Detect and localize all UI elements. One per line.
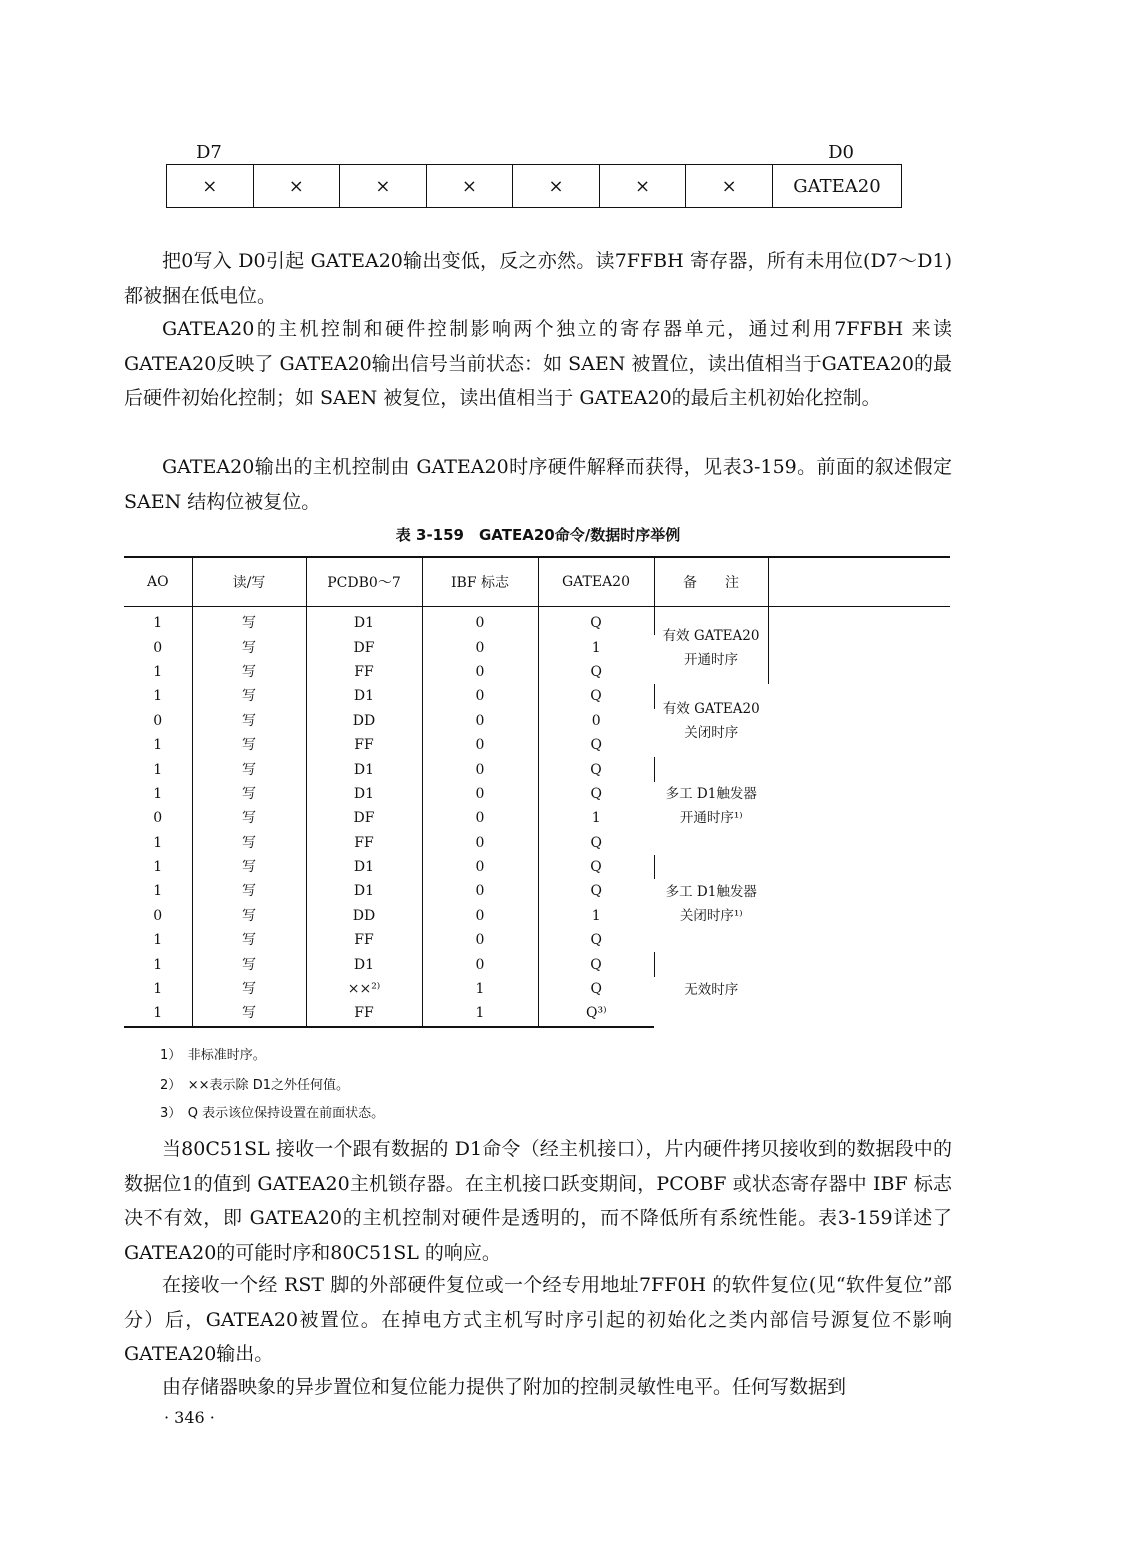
sequence-table: [124, 556, 950, 1028]
table-cell: 写: [192, 831, 306, 855]
table-caption: 表 3-159 GATEA20命令/数据时序举例: [395, 526, 681, 544]
table-cell: 1: [124, 928, 192, 952]
table-cell: 1: [124, 952, 192, 976]
lsb-label: D0: [828, 142, 854, 163]
register-bit-labels: [166, 142, 902, 164]
remark-line: 无效时序: [684, 981, 739, 998]
table-cell: 写: [192, 782, 306, 806]
table-cell: 1: [124, 977, 192, 1001]
table-cell: 0: [124, 806, 192, 830]
table-cell: 1: [124, 660, 192, 684]
table-body: [124, 607, 950, 1027]
table-cell: 0: [422, 904, 538, 928]
paragraph-2: GATEA20的主机控制和硬件控制影响两个独立的寄存器单元，通过利用7FFBH 来读 GATEA20反映了 GATEA20输出信号当前状态：如 SAEN 被置位，读出值相当于GATEA20的最后硬件初始化控制；如 SAEN 被复位，读出值相当于 GATEA20的最后主机初始化控制。: [124, 318, 952, 409]
paragraph-1: 把0写入 D0引起 GATEA20输出变低，反之亦然。读7FFBH 寄存器，所有未用位(D7～D1)都被捆在低电位。: [124, 250, 952, 307]
table-cell: 0: [124, 904, 192, 928]
table-cell: 写: [192, 757, 306, 781]
header-gatea20: GATEA20: [538, 557, 654, 607]
table-cell: DD: [306, 709, 422, 733]
table-cell: Q: [590, 883, 602, 900]
table-cell: 写: [192, 855, 306, 879]
table-cell: D1: [306, 607, 422, 636]
table-cell: DF: [306, 806, 422, 830]
register-bit-7: ×: [167, 165, 254, 208]
table-cell: Q³⁾: [538, 1001, 654, 1026]
table-cell: 1: [422, 1001, 538, 1026]
table-cell: D1: [306, 757, 422, 781]
table-row: [124, 607, 950, 636]
footnote-3: 3） Q 表示该位保持设置在前面状态。: [160, 1106, 385, 1121]
remark-cell: [654, 607, 768, 685]
table-cell: FF: [306, 1001, 422, 1026]
table-cell: Q: [590, 834, 602, 851]
remark-line: 有效 GATEA20: [662, 700, 760, 717]
table-cell: 写: [192, 1001, 306, 1026]
table-cell: 写: [192, 928, 306, 952]
table-cell: Q: [538, 952, 654, 976]
table-cell: 1: [124, 879, 192, 903]
table-cell: D1: [306, 952, 422, 976]
header-remark: 备 注: [654, 557, 768, 607]
table-cell: Q: [590, 932, 602, 949]
table-cell: 0: [422, 879, 538, 903]
table-cell: 0: [422, 782, 538, 806]
table-cell: Q: [590, 785, 602, 802]
remark-line: 关闭时序: [684, 724, 739, 741]
header-ao: AO: [124, 557, 192, 607]
table-cell: 写: [192, 977, 306, 1001]
register-bit-2: ×: [599, 165, 686, 208]
register-bit-4: ×: [426, 165, 513, 208]
table-cell: 0: [422, 733, 538, 757]
table-cell: 0: [422, 660, 538, 684]
table-cell: 0: [124, 709, 192, 733]
table-cell: 1: [422, 977, 538, 1001]
paragraph-4: 当80C51SL 接收一个跟有数据的 D1命令（经主机接口），片内硬件拷贝接收到的数据段中的数据位1的值到 GATEA20主机锁存器。在主机接口跃变期间，PCOBF 或状态寄存器中 IBF 标志决不有效，即 GATEA20的主机控制对硬件是透明的，而不降低所有系统性能。表3-159详述了 GATEA20的可能时序和80C51SL 的响应。: [124, 1138, 952, 1264]
table-cell: ××²⁾: [306, 977, 422, 1001]
table-cell: 写: [192, 607, 306, 636]
table-cell: Q: [538, 607, 654, 636]
table-header-row: [124, 557, 950, 607]
remark-line: 有效 GATEA20: [662, 627, 760, 644]
table-cell: 1: [124, 684, 192, 708]
header-rw: 读/写: [192, 557, 306, 607]
table-cell: 0: [422, 855, 538, 879]
register-bit-0: GATEA20: [773, 165, 902, 208]
table-cell: D1: [306, 855, 422, 879]
table-cell: Q: [590, 981, 602, 998]
table-cell: 1: [124, 733, 192, 757]
header-pcdb: PCDB0～7: [306, 557, 422, 607]
table-cell: FF: [306, 831, 422, 855]
table-cell: FF: [306, 660, 422, 684]
paragraph-3: GATEA20输出的主机控制由 GATEA20时序硬件解释而获得，见表3-159。前面的叙述假定 SAEN 结构位被复位。: [124, 456, 952, 513]
table-cell: 0: [124, 635, 192, 659]
table-cell: 写: [192, 635, 306, 659]
table-cell: 0: [422, 607, 538, 636]
table-cell: 1: [124, 757, 192, 781]
msb-label: D7: [196, 142, 222, 163]
remark-line: 多工 D1触发器: [665, 786, 757, 803]
register-diagram: [166, 164, 902, 208]
paragraph-5: 在接收一个经 RST 脚的外部硬件复位或一个经专用地址7FF0H 的软件复位(见“软件复位”部分）后，GATEA20被置位。在掉电方式主机写时序引起的初始化之类内部信号源复位不影响 GATEA20输出。: [124, 1274, 952, 1365]
table-cell: FF: [306, 733, 422, 757]
remark-line: 开通时序: [684, 651, 738, 668]
remark-cell: [654, 855, 768, 953]
table-cell: Q: [590, 737, 602, 754]
table-cell: D1: [306, 782, 422, 806]
table-cell: 1: [124, 831, 192, 855]
table-cell: FF: [306, 928, 422, 952]
register-bit-3: ×: [513, 165, 600, 208]
register-bit-6: ×: [253, 165, 340, 208]
table-cell: Q: [590, 663, 602, 680]
remark-line: 多工 D1触发器: [665, 883, 757, 900]
table-cell: 1: [124, 1001, 192, 1026]
table-cell: 0: [422, 928, 538, 952]
table-cell: 写: [192, 684, 306, 708]
table-cell: 0: [422, 806, 538, 830]
table-cell: 0: [422, 709, 538, 733]
remark-line: 开通时序¹⁾: [679, 810, 743, 827]
table-cell: 0: [422, 952, 538, 976]
table-cell: DD: [306, 904, 422, 928]
table-cell: 0: [422, 635, 538, 659]
table-cell: Q: [538, 757, 654, 781]
table-cell: Q: [538, 855, 654, 879]
table-cell: 1: [124, 782, 192, 806]
remark-cell: [654, 952, 768, 1026]
table-cell: 1: [124, 607, 192, 636]
footnote-1: 1） 非标准时序。: [160, 1048, 266, 1063]
table-cell: D1: [306, 684, 422, 708]
table-cell: 0: [422, 684, 538, 708]
table-cell: Q: [538, 684, 654, 708]
table-cell: 写: [192, 806, 306, 830]
table-cell: 1: [124, 855, 192, 879]
table-cell: 1: [591, 907, 601, 924]
table-cell: 写: [192, 660, 306, 684]
table-cell: 0: [591, 712, 601, 729]
table-cell: 写: [192, 952, 306, 976]
register-bit-5: ×: [340, 165, 427, 208]
remark-cell: [654, 757, 768, 855]
table-cell: 1: [591, 639, 601, 656]
table-cell: 写: [192, 709, 306, 733]
table-cell: 写: [192, 733, 306, 757]
header-blank: [768, 557, 950, 607]
table-cell: D1: [306, 879, 422, 903]
blank-column: [768, 607, 950, 1027]
table-cell: 1: [591, 810, 601, 827]
paragraph-6: 由存储器映象的异步置位和复位能力提供了附加的控制灵敏性电平。任何写数据到: [162, 1376, 847, 1398]
header-ibf: IBF 标志: [422, 557, 538, 607]
remark-line: 关闭时序¹⁾: [679, 907, 743, 924]
footnote-2: 2） ××表示除 D1之外任何值。: [160, 1078, 349, 1093]
table-cell: 0: [422, 831, 538, 855]
page-number: · 346 ·: [164, 1408, 215, 1427]
table-cell: 写: [192, 879, 306, 903]
table-cell: 写: [192, 904, 306, 928]
table-cell: DF: [306, 635, 422, 659]
table-cell: 0: [422, 757, 538, 781]
register-bit-1: ×: [686, 165, 773, 208]
remark-cell: [654, 684, 768, 757]
